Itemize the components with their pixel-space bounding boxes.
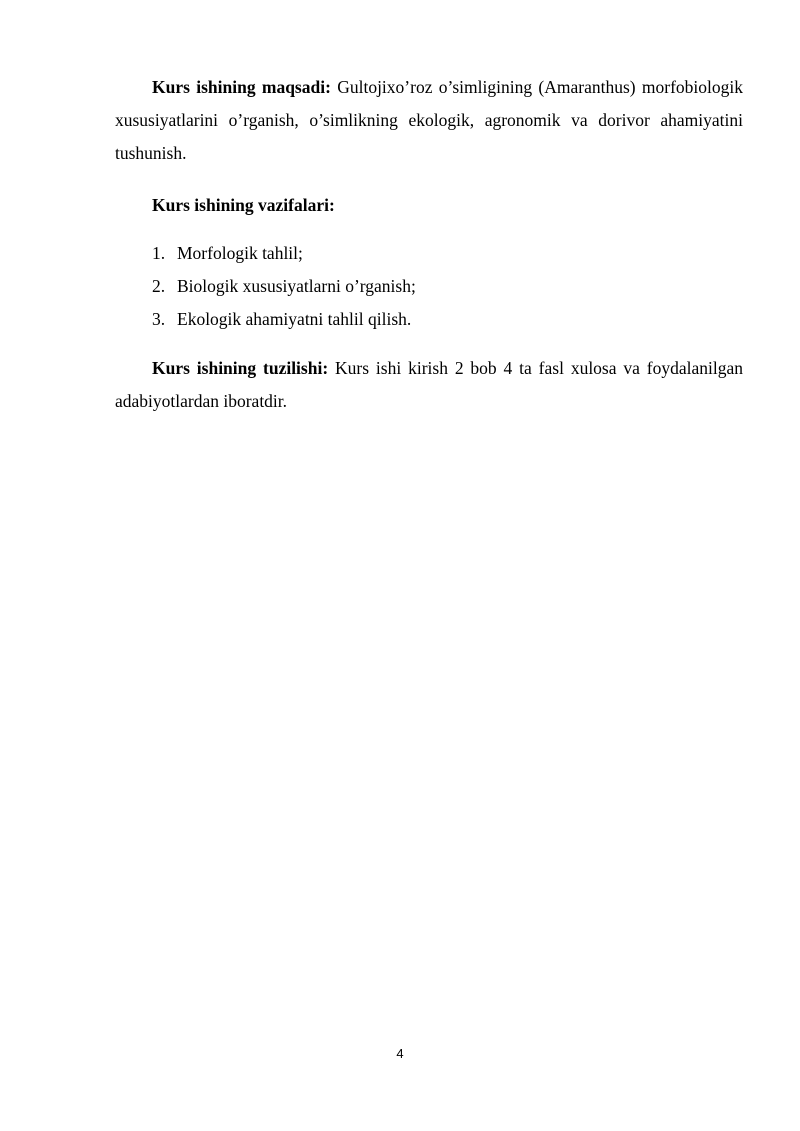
structure-heading: Kurs ishining tuzilishi:: [152, 358, 329, 378]
list-item: [115, 237, 743, 270]
list-item-number: 1.: [152, 243, 166, 263]
tasks-heading: Kurs ishining vazifalari:: [152, 195, 335, 215]
list-item-number: 2.: [152, 276, 166, 296]
list-item-text: Ekologik ahamiyatni tahlil qilish.: [177, 309, 412, 329]
tasks-heading-paragraph: [115, 189, 743, 222]
list-item-number: 3.: [152, 309, 166, 329]
page-number: 4: [396, 1046, 404, 1061]
structure-paragraph: [115, 352, 743, 418]
tasks-list: [115, 237, 743, 336]
structure-text: Kurs ishi kirish 2 bob 4 ta fasl xulosa va foydalanilgan adabiyotlardan iboratdir.: [115, 358, 743, 411]
list-item: [115, 270, 743, 303]
list-item-text: Biologik xususiyatlarni o’rganish;: [177, 276, 416, 296]
list-item: [115, 303, 743, 336]
aim-text: Gultojixo’roz o’simligining (Amaranthus) morfobiologik xususiyatlarini o’rganish, o’simlikning ekologik, agronomik va dorivor ahamiyatini tushunish.: [115, 77, 743, 163]
document-page: [115, 71, 743, 437]
list-item-text: Morfologik tahlil;: [177, 243, 303, 263]
aim-paragraph: [115, 71, 743, 170]
aim-heading: Kurs ishining maqsadi:: [152, 77, 331, 97]
